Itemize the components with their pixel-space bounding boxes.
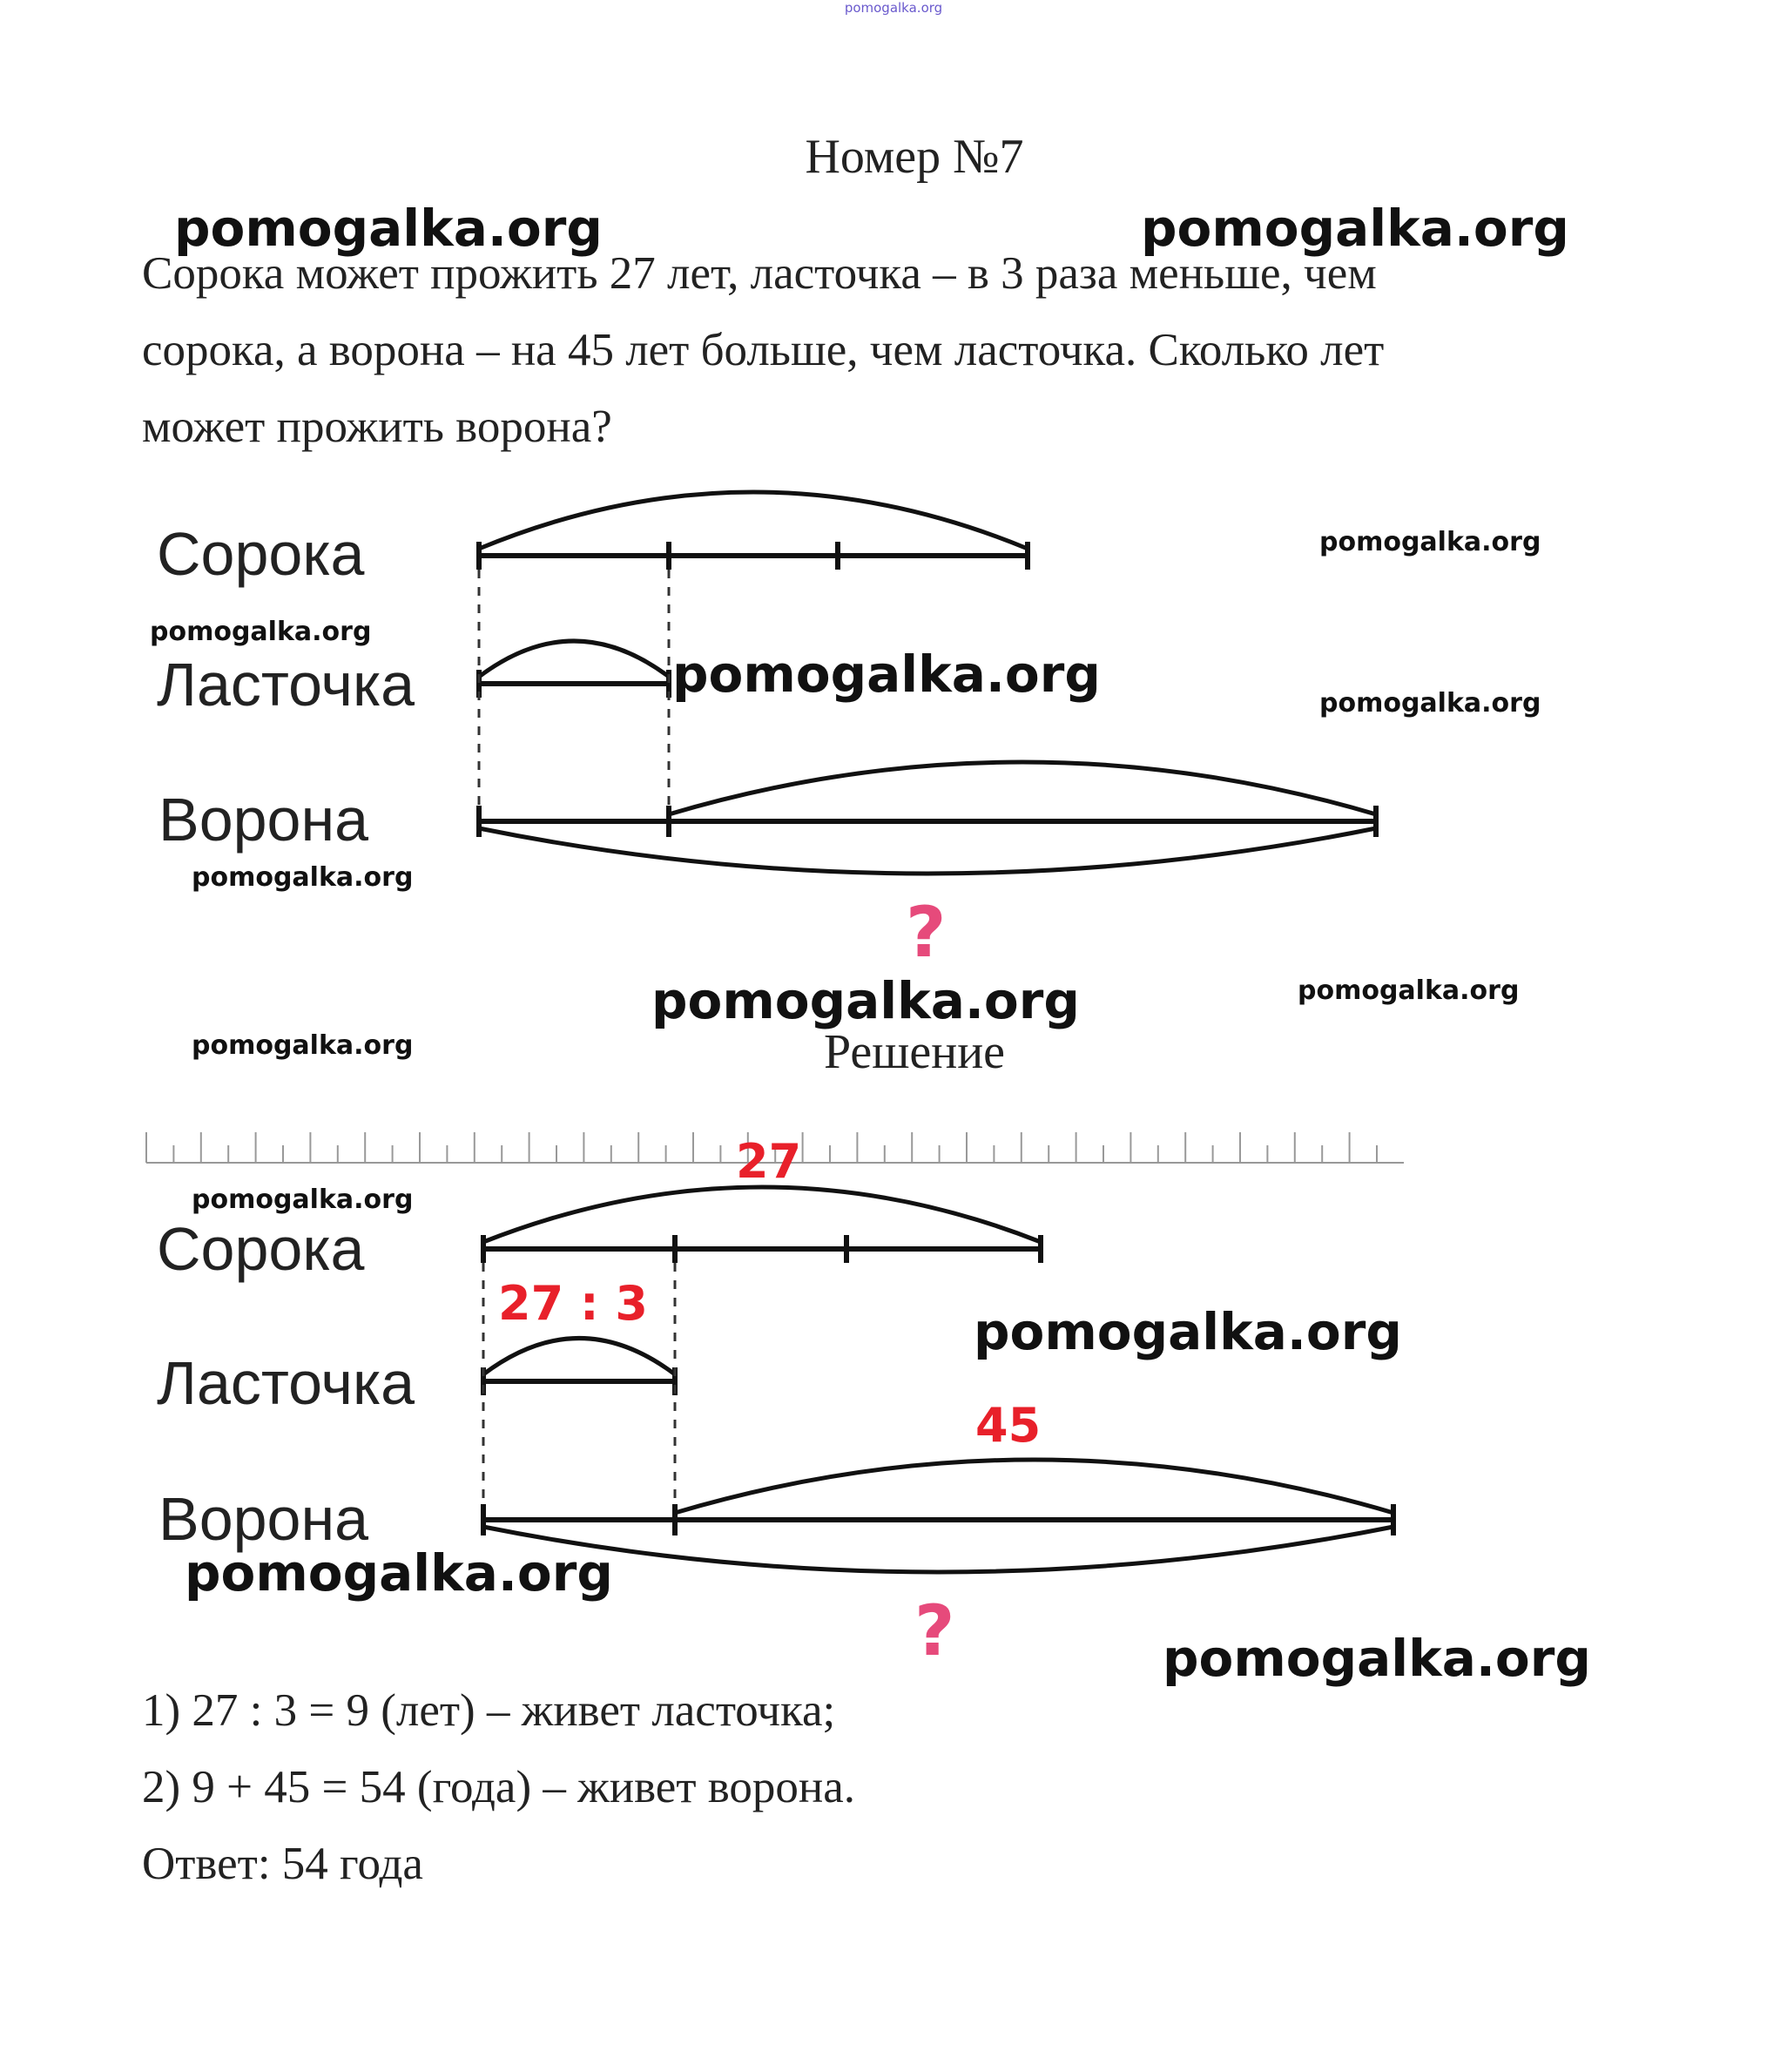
problem-line: сорока, а ворона – на 45 лет больше, чем ласточка. Сколько лет — [142, 325, 1385, 375]
diagram-label-lastochka: Ласточка — [157, 1349, 415, 1417]
problem-line: может прожить ворона? — [142, 402, 612, 452]
diagram-label-soroka: Сорока — [157, 520, 365, 588]
solution-line: 1) 27 : 3 = 9 (лет) – живет ласточка; — [142, 1685, 836, 1736]
solution-text — [142, 1672, 855, 1902]
top-watermark: pomogalka.org — [844, 0, 943, 16]
watermark: pomogalka.org — [1319, 527, 1541, 557]
question-mark: ? — [914, 1590, 955, 1671]
watermark: pomogalka.org — [1298, 975, 1520, 1006]
watermark: pomogalka.org — [185, 1543, 613, 1603]
diagram-label-vorona: Ворона — [158, 786, 369, 854]
solution-heading: Решение — [823, 1025, 1006, 1079]
brace-vorona-extra — [675, 1460, 1393, 1513]
watermark: pomogalka.org — [192, 862, 414, 893]
watermark: pomogalka.org — [1163, 1629, 1591, 1688]
diagram2-segments — [483, 1187, 1393, 1572]
page-title: Номер №7 — [805, 130, 1024, 184]
solution-line: 2) 9 + 45 = 54 (года) – живет ворона. — [142, 1762, 856, 1812]
watermark: pomogalka.org — [974, 1302, 1402, 1361]
diagram-label-lastochka: Ласточка — [157, 651, 415, 719]
question-mark: ? — [906, 892, 947, 973]
watermark: pomogalka.org — [174, 199, 603, 258]
problem-line: Сорока может прожить 27 лет, ласточка – в 3 раза меньше, чем — [142, 248, 1377, 299]
watermark: pomogalka.org — [1319, 688, 1541, 719]
brace-vorona-total — [483, 1527, 1393, 1572]
answer-line: Ответ: 54 года — [142, 1839, 423, 1889]
watermark: pomogalka.org — [651, 971, 1080, 1030]
diagram-label-soroka: Сорока — [157, 1215, 365, 1283]
label-45: 45 — [975, 1398, 1042, 1453]
watermark: pomogalka.org — [672, 645, 1101, 704]
diagram-label-vorona: Ворона — [158, 1485, 369, 1553]
watermark: pomogalka.org — [150, 617, 372, 647]
watermark: pomogalka.org — [1141, 199, 1569, 258]
watermark: pomogalka.org — [192, 1184, 414, 1215]
watermark: pomogalka.org — [192, 1030, 414, 1061]
label-total-27: 27 — [736, 1134, 802, 1189]
brace-soroka — [483, 1187, 1041, 1242]
label-27-div-3: 27 : 3 — [498, 1276, 648, 1331]
brace-lastochka — [483, 1339, 675, 1375]
